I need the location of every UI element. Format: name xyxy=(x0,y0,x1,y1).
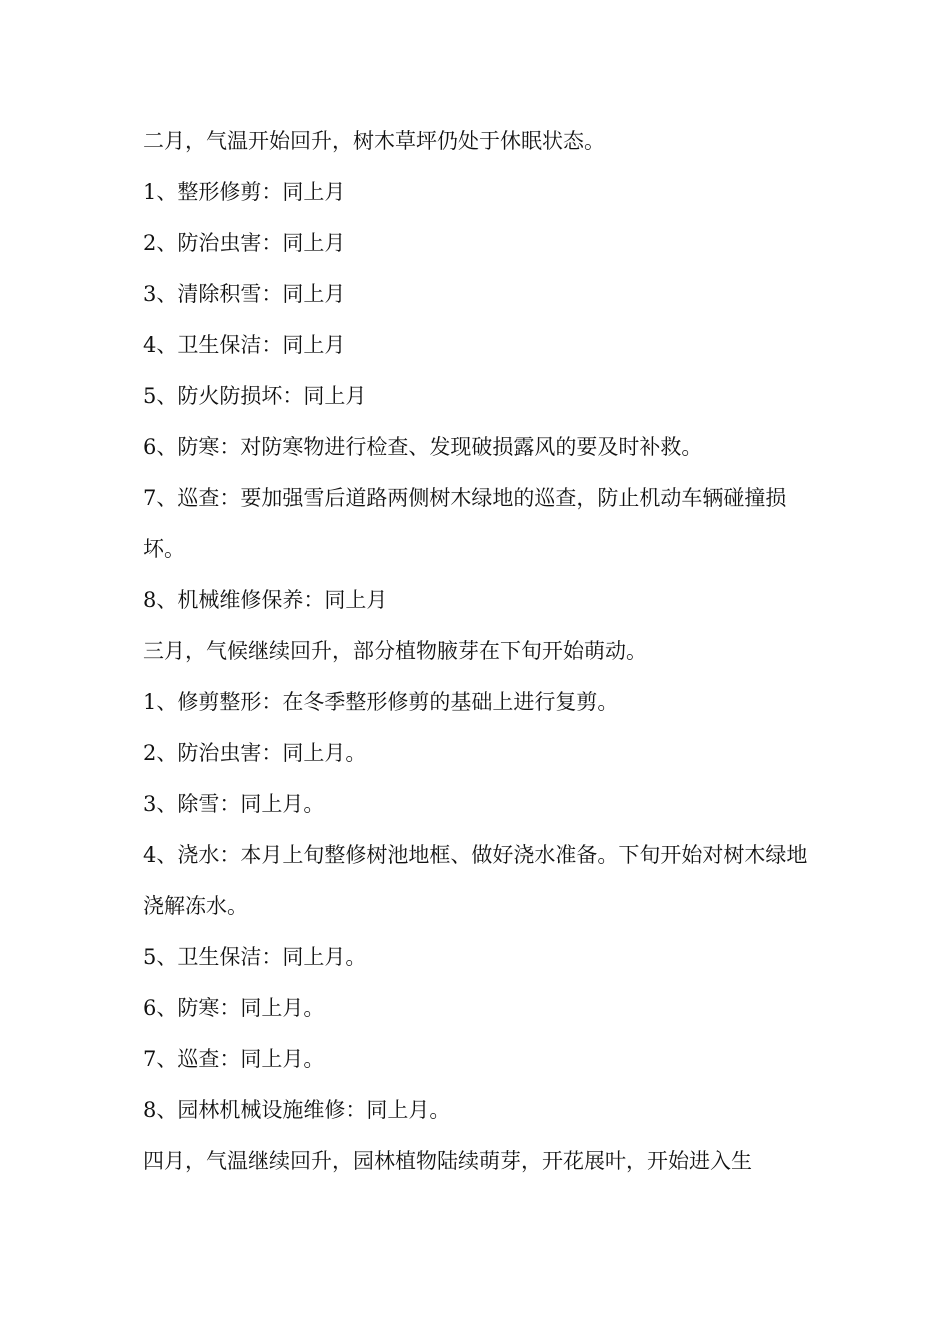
list-item: 5、防火防损坏：同上月 xyxy=(143,384,367,408)
list-item: 2、防治虫害：同上月。 xyxy=(143,741,367,765)
section-heading-april: 四月，气温继续回升，园林植物陆续萌芽，开花展叶，开始进入生 xyxy=(143,1149,752,1173)
list-item: 7、巡查：同上月。 xyxy=(143,1047,325,1071)
list-item: 7、巡查：要加强雪后道路两侧树木绿地的巡查，防止机动车辆碰撞损坏。 xyxy=(143,486,787,561)
list-item: 4、浇水：本月上旬整修树池地框、做好浇水准备。下旬开始对树木绿地浇解冻水。 xyxy=(143,843,808,918)
section-heading-february: 二月，气温开始回升，树木草坪仍处于休眠状态。 xyxy=(143,129,605,153)
list-item: 6、防寒：对防寒物进行检查、发现破损露风的要及时补救。 xyxy=(143,435,703,459)
list-item: 3、除雪：同上月。 xyxy=(143,792,325,816)
list-item: 3、清除积雪：同上月 xyxy=(143,282,346,306)
list-item: 4、卫生保洁：同上月 xyxy=(143,333,346,357)
list-item: 2、防治虫害：同上月 xyxy=(143,231,346,255)
list-item: 5、卫生保洁：同上月。 xyxy=(143,945,367,969)
document-body xyxy=(143,116,813,1187)
section-heading-march: 三月，气候继续回升，部分植物腋芽在下旬开始萌动。 xyxy=(143,639,647,663)
list-item: 6、防寒：同上月。 xyxy=(143,996,325,1020)
list-item: 8、机械维修保养：同上月 xyxy=(143,588,388,612)
list-item: 1、整形修剪：同上月 xyxy=(143,180,346,204)
list-item: 8、园林机械设施维修：同上月。 xyxy=(143,1098,451,1122)
list-item: 1、修剪整形：在冬季整形修剪的基础上进行复剪。 xyxy=(143,690,619,714)
